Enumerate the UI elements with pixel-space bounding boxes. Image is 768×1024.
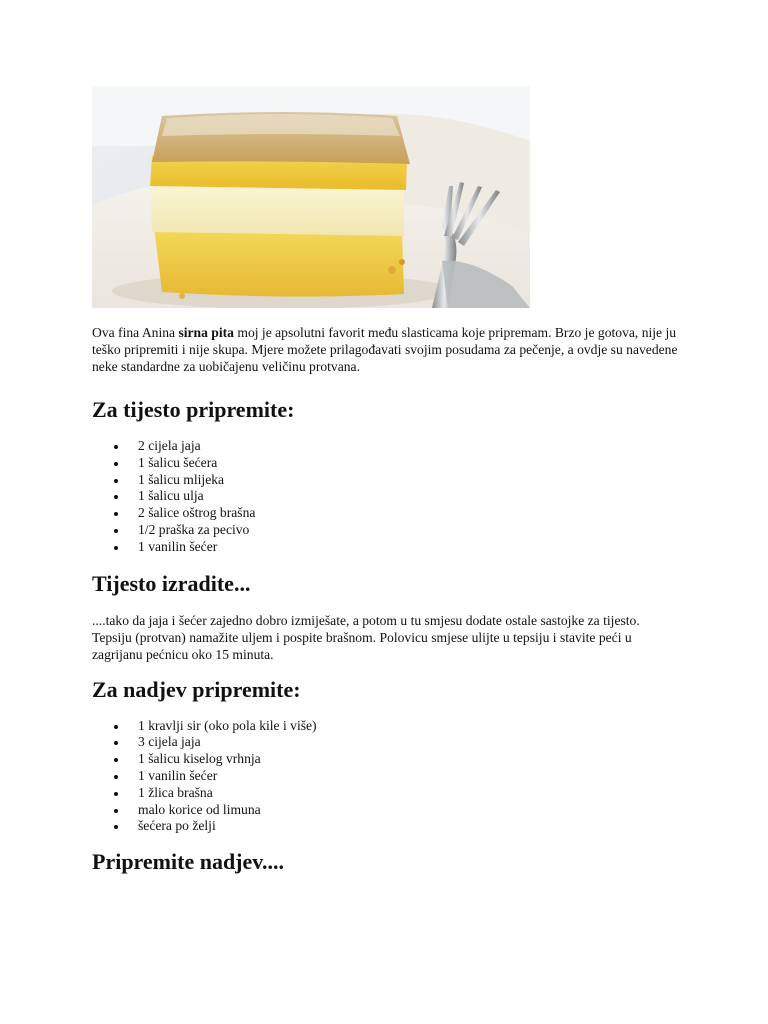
bullet-icon (114, 529, 118, 533)
list-item-text: 2 cijela jaja (138, 438, 201, 453)
filling-ingredients-list (92, 718, 682, 836)
list-item-text: 1 šalicu kiselog vrhnja (138, 751, 261, 767)
intro-paragraph (92, 324, 682, 375)
list-item-text: 2 šalice oštrog brašna (138, 505, 256, 521)
list-item (92, 488, 682, 505)
intro-bold-dish-name: sirna pita (178, 325, 234, 340)
bullet-icon (114, 825, 118, 829)
list-item (92, 751, 682, 768)
list-item (92, 734, 682, 751)
list-item-text: malo korice od limuna (138, 801, 261, 817)
heading-dough-ingredients: Za tijesto pripremite: (92, 397, 295, 422)
bullet-icon (114, 809, 118, 813)
bullet-icon (114, 445, 118, 449)
cheesecake-photo (92, 86, 530, 308)
list-item (92, 718, 682, 735)
list-item-text: 3 cijela jaja (138, 734, 201, 750)
intro-text-start: Ova fina Anina (92, 325, 179, 340)
list-item-text: 1 kravlji sir (oko pola kile i više) (138, 717, 317, 733)
list-item (92, 539, 682, 556)
bullet-icon (114, 775, 118, 779)
intro-text-end: moj je apsolutni favorit među slasticama koje pripremam. Brzo je gotova, nije ju teško pripremiti i nije skupa. Mjere možete prilagođavati svojim posudama za pečenje, a ovdje su navedene neke standardne za uobičajenu veličinu protvana. (92, 325, 678, 374)
list-item-text: 1 vanilin šećer (138, 767, 218, 783)
list-item (92, 768, 682, 785)
list-item (92, 802, 682, 819)
bullet-icon (114, 792, 118, 796)
list-item (92, 472, 682, 489)
document-page (92, 86, 682, 875)
list-item (92, 522, 682, 539)
list-item (92, 455, 682, 472)
heading-filling-method: Pripremite nadjev.... (92, 849, 285, 875)
bullet-icon (114, 758, 118, 762)
list-item (92, 818, 682, 835)
list-item (92, 785, 682, 802)
list-item-text: 1 šalicu ulja (138, 488, 204, 504)
dough-method-paragraph: ....tako da jaja i šećer zajedno dobro izmiješate, a potom u tu smjesu dodate ostale sastojke za tijesto. Tepsiju (protvan) namažite uljem i pospite brašnom. Polovicu smjese ulijte u tepsiju i stavite peći u zagrijanu pećnicu oko 15 minuta. (92, 612, 640, 662)
dough-ingredients-list (92, 438, 682, 556)
bullet-icon (114, 546, 118, 550)
list-item (92, 438, 682, 455)
bullet-icon (114, 495, 118, 499)
list-item-text: 1 šalicu mlijeka (138, 471, 225, 487)
bullet-icon (114, 479, 118, 483)
heading-filling-ingredients: Za nadjev pripremite: (92, 676, 301, 702)
bullet-icon (114, 462, 118, 466)
list-item-text: 1/2 praška za pecivo (138, 521, 250, 537)
list-item-text: 1 vanilin šećer (138, 538, 218, 554)
bullet-icon (114, 512, 118, 516)
bullet-icon (114, 741, 118, 745)
list-item-text: 1 žlica brašna (138, 784, 213, 800)
heading-dough-method: Tijesto izradite... (92, 570, 251, 596)
bullet-icon (114, 725, 118, 729)
list-item-text: 1 šalicu šećera (138, 454, 218, 470)
list-item (92, 505, 682, 522)
list-item-text: šećera po želji (138, 818, 216, 834)
